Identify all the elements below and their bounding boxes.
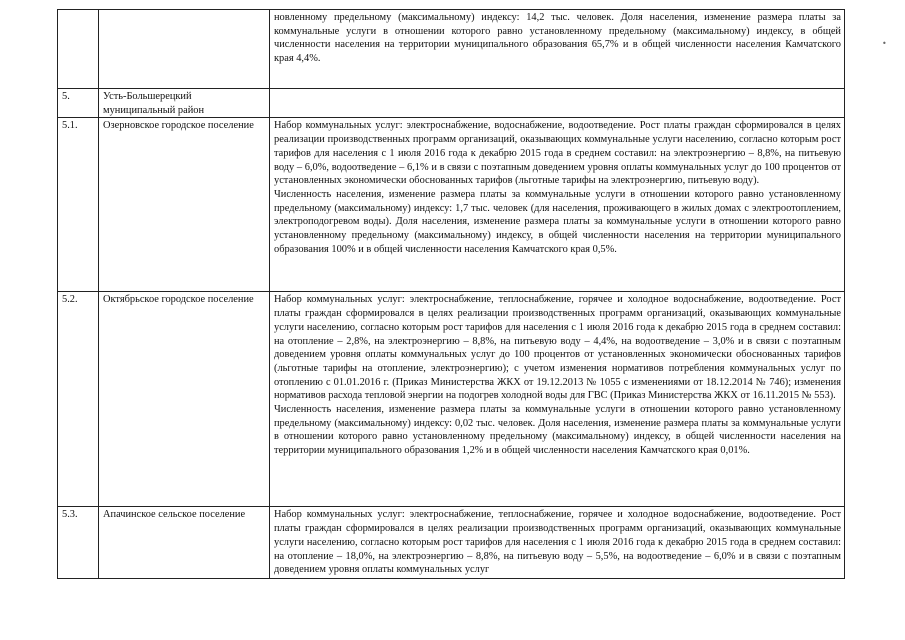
- row-description: [270, 507, 845, 579]
- row-description: [270, 292, 845, 507]
- row-number: 5.1.: [58, 118, 99, 292]
- table-row-5-3: [58, 507, 845, 579]
- row-number: 5.3.: [58, 507, 99, 579]
- margin-mark: •: [882, 39, 887, 48]
- row-name: Октябрьское городское поселение: [99, 292, 270, 507]
- row-number: [58, 10, 99, 89]
- row-name: Усть-Большерецкий муниципальный район: [99, 89, 270, 118]
- row-name: Озерновское городское поселение: [99, 118, 270, 292]
- tariff-table: [57, 9, 845, 579]
- row-description: [270, 89, 845, 118]
- row-paragraph: Набор коммунальных услуг: электроснабжение, водоснабжение, водоотведение. Рост платы граждан сформировался в целях реализации производственных программ организаций, оказывающих коммунальные услуги населению, согласно которым рост тарифов для населения с 1 июля 2016 года к декабрю 2015 года в среднем составил: на электроэнергию – 8,8%, на питьевую воду – 6,0%, водоотведение – 6,1% и в связи с поэтапным доведением уровня оплаты коммунальных услуг до 100 процентов от установленных экономически обоснованных тарифов (льготные тарифы на электроэнергию, питьевую воду).: [274, 120, 841, 187]
- row-name: Апачинское сельское поселение: [99, 507, 270, 579]
- row-paragraph: Численность населения, изменение размера платы за коммунальные услуги в отношении которого равно установленному предельному (максимальному) индексу: 1,7 тыс. человек (для населения, проживающего в жилых домах с электроотоплением, электроподогревом воды). Доля населения, изменение размера платы за коммунальные услуги в отношении которого равно установленному предельному (максимальному) индексу, в общей численности населения на территории муниципального образования 100% и в общей численности населения Камчатского края 0,5%.: [274, 188, 841, 255]
- table-row-5-1: [58, 118, 845, 292]
- table-row-district: [58, 89, 845, 118]
- row-paragraph: новленному предельному (максимальному) индексу: 14,2 тыс. человек. Доля населения, изменение размера платы за коммунальные услуги в отношении которого равно установленному предельному (максимальному) индексу, в общей численности населения на территории муниципального образования 65,7% и в общей численности населения Камчатского края 4,4%.: [274, 12, 841, 65]
- row-name: [99, 10, 270, 89]
- table-row-5-2: [58, 292, 845, 507]
- row-paragraph: Набор коммунальных услуг: электроснабжение, теплоснабжение, горячее и холодное водоснабжение, водоотведение. Рост платы граждан сформировался в целях реализации производственных программ организаций, оказывающих коммунальные услуги населению, согласно которым рост тарифов для населения с 1 июля 2016 года к декабрю 2015 года в среднем составил: на отопление – 18,0%, на электроэнергию – 8,8%, на питьевую воду – 5,5%, на водоотведение – 6,0% и в связи с поэтапным доведением уровня оплаты коммунальных услуг: [274, 509, 841, 576]
- row-number: 5.2.: [58, 292, 99, 507]
- row-paragraph: Набор коммунальных услуг: электроснабжение, теплоснабжение, горячее и холодное водоснабжение, водоотведение. Рост платы граждан сформировался в целях реализации производственных программ организаций, оказывающих коммунальные услуги населению, согласно которым рост тарифов для населения с 1 июля 2016 года к декабрю 2015 года в среднем составил: на отопление – 2,8%, на электроэнергию – 8,8%, на питьевую воду – 4,4%, на водоотведение – 3,0% и в связи с поэтапным доведением уровня оплаты коммунальных услуг до 100 процентов от установленных экономически обоснованных тарифов (льготные тарифы на отопление, электроэнергию); с учетом изменения нормативов потребления коммунальных услуг по отоплению с 01.01.2016 г. (Приказ Министерства ЖКХ от 19.12.2013 № 1055 с изменениями от 18.12.2014 № 746); изменения нормативов расхода тепловой энергии на подогрев холодной воды для ГВС (Приказ Министерства ЖКХ от 16.11.2015 № 553).: [274, 294, 841, 402]
- table-row-continuation: [58, 10, 845, 89]
- row-paragraph: Численность населения, изменение размера платы за коммунальные услуги в отношении которого равно установленному предельному (максимальному) индексу: 0,02 тыс. человек. Доля населения, изменение размера платы за коммунальные услуги в отношении которого равно установленному предельному (максимальному) индексу, в общей численности населения на территории муниципального образования 1,2% и в общей численности населения Камчатского края 0,01%.: [274, 404, 841, 457]
- row-description: [270, 118, 845, 292]
- row-number: 5.: [58, 89, 99, 118]
- row-description: [270, 10, 845, 89]
